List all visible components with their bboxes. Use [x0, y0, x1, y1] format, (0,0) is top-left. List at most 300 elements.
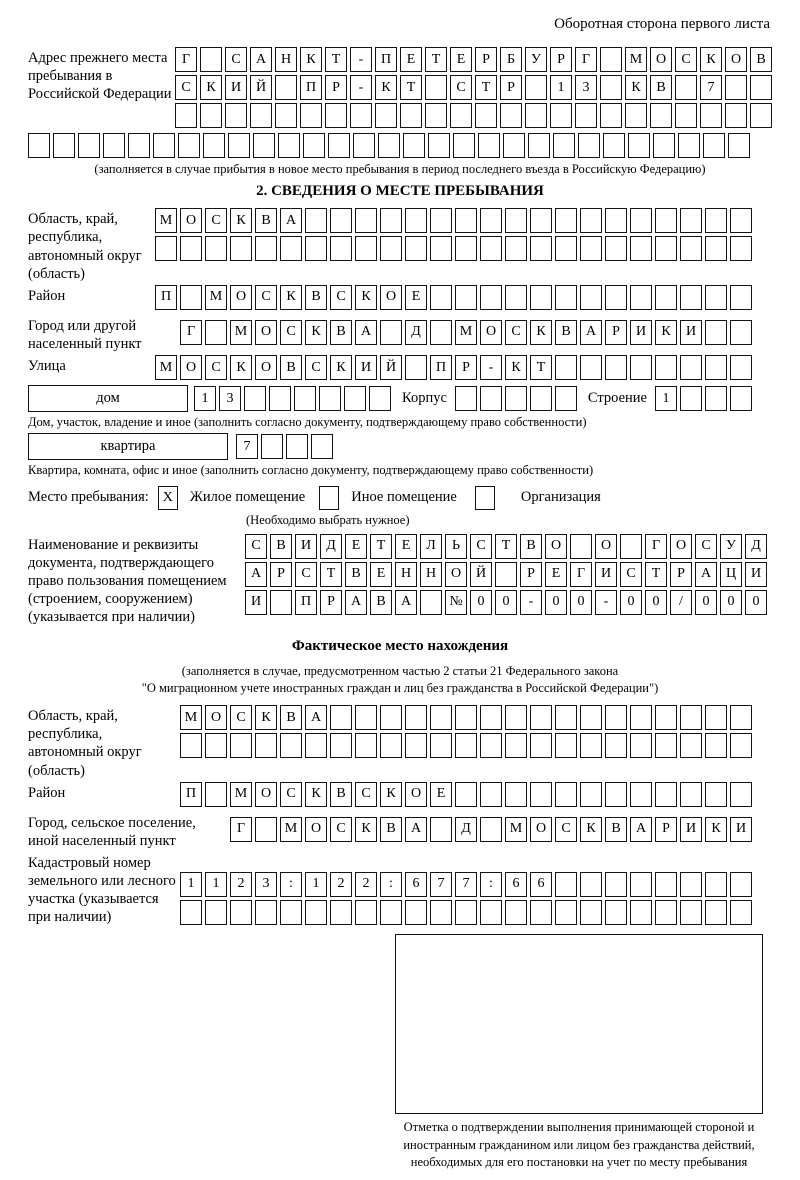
- char-cell: В: [345, 562, 367, 587]
- char-cell: 0: [495, 590, 517, 615]
- char-cell: [175, 103, 197, 128]
- char-row: [155, 285, 755, 310]
- char-cell: В: [380, 817, 402, 842]
- char-cell: [675, 103, 697, 128]
- char-cell: В: [280, 705, 302, 730]
- char-cell: И: [745, 562, 767, 587]
- char-cell: С: [295, 562, 317, 587]
- char-cell: [350, 103, 372, 128]
- oblast-field: [28, 208, 772, 283]
- char-row: [245, 534, 770, 559]
- mesto-caption: (Необходимо выбрать нужное): [246, 512, 410, 527]
- char-cell: [480, 705, 502, 730]
- char-cell: [455, 386, 477, 411]
- char-cell: К: [305, 782, 327, 807]
- char-cell: 1: [205, 872, 227, 897]
- char-cell: [730, 355, 752, 380]
- char-cell: [453, 133, 475, 158]
- char-cell: [228, 133, 250, 158]
- char-cell: -: [480, 355, 502, 380]
- char-cell: [630, 208, 652, 233]
- stroenie-cells: [655, 386, 755, 411]
- char-row: [180, 872, 755, 897]
- char-cell: [555, 705, 577, 730]
- char-cell: О: [530, 817, 552, 842]
- char-cell: [580, 355, 602, 380]
- factual-oblast-rows: [180, 705, 755, 761]
- char-row: [180, 782, 755, 807]
- char-cell: О: [670, 534, 692, 559]
- char-cell: [225, 103, 247, 128]
- char-cell: Е: [545, 562, 567, 587]
- char-cell: [605, 782, 627, 807]
- char-cell: [178, 133, 200, 158]
- char-cell: [275, 75, 297, 100]
- char-cell: [380, 208, 402, 233]
- char-cell: [230, 900, 252, 925]
- char-cell: [700, 103, 722, 128]
- char-cell: [555, 285, 577, 310]
- factual-rayon-label: Район: [28, 784, 66, 801]
- char-cell: [605, 208, 627, 233]
- char-cell: Д: [320, 534, 342, 559]
- char-cell: [478, 133, 500, 158]
- char-cell: [605, 355, 627, 380]
- char-cell: Г: [230, 817, 252, 842]
- stamp-caption: Отметка о подтверждении выполнения принимающей стороной и иностранным гражданином или лицом без гражданства действий, необходимых для его постановки на учет по месту пребывания: [403, 1119, 755, 1170]
- char-cell: [525, 75, 547, 100]
- char-cell: В: [605, 817, 627, 842]
- char-cell: [180, 733, 202, 758]
- gorod-field: [28, 315, 772, 353]
- char-cell: С: [205, 208, 227, 233]
- char-cell: [28, 133, 50, 158]
- char-cell: [530, 705, 552, 730]
- char-cell: 1: [550, 75, 572, 100]
- char-cell: [455, 236, 477, 261]
- char-cell: [475, 103, 497, 128]
- mesto-row: [28, 486, 772, 510]
- char-cell: Д: [455, 817, 477, 842]
- char-cell: [605, 236, 627, 261]
- char-cell: С: [255, 285, 277, 310]
- char-cell: С: [505, 320, 527, 345]
- char-cell: [425, 103, 447, 128]
- ulitsa-label: Улица: [28, 358, 66, 374]
- kadastr-label: Кадастровый номер земельного или лесного участка (указывается при наличии): [28, 854, 176, 926]
- char-cell: В: [330, 782, 352, 807]
- char-cell: [280, 236, 302, 261]
- char-cell: [680, 782, 702, 807]
- char-cell: М: [205, 285, 227, 310]
- char-row: [175, 47, 775, 72]
- char-cell: Р: [475, 47, 497, 72]
- document-field: [28, 534, 772, 627]
- char-cell: 0: [745, 590, 767, 615]
- char-cell: Р: [520, 562, 542, 587]
- char-cell: С: [305, 355, 327, 380]
- char-cell: Р: [550, 47, 572, 72]
- char-cell: [505, 900, 527, 925]
- char-cell: С: [205, 355, 227, 380]
- char-cell: [205, 733, 227, 758]
- char-cell: Г: [175, 47, 197, 72]
- char-cell: [505, 236, 527, 261]
- char-cell: [200, 103, 222, 128]
- char-cell: К: [380, 782, 402, 807]
- char-cell: [630, 782, 652, 807]
- char-cell: [203, 133, 225, 158]
- char-cell: Й: [250, 75, 272, 100]
- char-cell: [625, 103, 647, 128]
- char-cell: 7: [455, 872, 477, 897]
- char-cell: [530, 285, 552, 310]
- char-cell: О: [255, 782, 277, 807]
- char-cell: И: [680, 320, 702, 345]
- char-cell: [200, 47, 222, 72]
- char-cell: [570, 534, 592, 559]
- kvartira-row: [28, 433, 772, 460]
- char-cell: Ь: [445, 534, 467, 559]
- char-cell: [480, 208, 502, 233]
- char-cell: Т: [370, 534, 392, 559]
- char-cell: И: [225, 75, 247, 100]
- char-cell: :: [280, 872, 302, 897]
- char-cell: [205, 900, 227, 925]
- char-cell: А: [580, 320, 602, 345]
- char-cell: Р: [670, 562, 692, 587]
- prev-address-label: Адрес прежнего места пребывания в Российской Федерации: [28, 50, 172, 103]
- char-cell: С: [450, 75, 472, 100]
- char-cell: [600, 103, 622, 128]
- char-cell: [505, 705, 527, 730]
- char-cell: К: [300, 47, 322, 72]
- document-label: Наименование и реквизиты документа, подтверждающего право пользования помещением (строением, сооружением) (указывается при наличии): [28, 536, 227, 626]
- char-cell: О: [255, 355, 277, 380]
- char-cell: [280, 733, 302, 758]
- korpus-label: Корпус: [402, 390, 447, 406]
- char-cell: В: [270, 534, 292, 559]
- char-cell: С: [620, 562, 642, 587]
- char-cell: Й: [470, 562, 492, 587]
- char-cell: К: [330, 355, 352, 380]
- char-cell: [580, 782, 602, 807]
- char-cell: [500, 103, 522, 128]
- char-cell: [430, 900, 452, 925]
- char-cell: 0: [620, 590, 642, 615]
- char-cell: Р: [325, 75, 347, 100]
- char-cell: Г: [645, 534, 667, 559]
- char-cell: В: [555, 320, 577, 345]
- char-cell: [180, 900, 202, 925]
- char-cell: [305, 208, 327, 233]
- char-cell: [244, 386, 266, 411]
- char-cell: 2: [230, 872, 252, 897]
- char-cell: Д: [745, 534, 767, 559]
- char-cell: Р: [655, 817, 677, 842]
- char-cell: О: [595, 534, 617, 559]
- char-cell: [725, 75, 747, 100]
- char-cell: [405, 733, 427, 758]
- char-cell: О: [445, 562, 467, 587]
- char-cell: Т: [400, 75, 422, 100]
- char-cell: [403, 133, 425, 158]
- stroenie-label: Строение: [587, 390, 647, 406]
- char-cell: [230, 236, 252, 261]
- char-cell: П: [155, 285, 177, 310]
- char-cell: [430, 817, 452, 842]
- char-cell: В: [650, 75, 672, 100]
- char-cell: [455, 208, 477, 233]
- char-cell: [255, 817, 277, 842]
- char-cell: [580, 900, 602, 925]
- char-cell: К: [255, 705, 277, 730]
- char-cell: Т: [320, 562, 342, 587]
- char-cell: [580, 236, 602, 261]
- char-cell: [380, 320, 402, 345]
- char-cell: [680, 733, 702, 758]
- char-cell: Г: [575, 47, 597, 72]
- char-cell: [319, 386, 341, 411]
- char-cell: [269, 386, 291, 411]
- factual-oblast-label: Область, край, республика, автономный округ (область): [28, 708, 142, 779]
- char-cell: [730, 782, 752, 807]
- char-cell: [355, 705, 377, 730]
- char-cell: А: [405, 817, 427, 842]
- char-cell: К: [200, 75, 222, 100]
- char-cell: Ц: [720, 562, 742, 587]
- char-cell: К: [355, 285, 377, 310]
- char-cell: В: [280, 355, 302, 380]
- char-cell: 7: [700, 75, 722, 100]
- char-cell: [255, 900, 277, 925]
- char-cell: В: [370, 590, 392, 615]
- char-cell: [655, 705, 677, 730]
- char-cell: М: [625, 47, 647, 72]
- char-cell: [550, 103, 572, 128]
- char-cell: [705, 900, 727, 925]
- char-cell: [480, 285, 502, 310]
- char-cell: [455, 285, 477, 310]
- char-cell: О: [405, 782, 427, 807]
- factual-gorod-field: [28, 812, 772, 850]
- char-cell: [428, 133, 450, 158]
- char-cell: И: [680, 817, 702, 842]
- char-cell: М: [155, 355, 177, 380]
- char-cell: [555, 900, 577, 925]
- char-cell: [480, 386, 502, 411]
- section-2-title: 2. СВЕДЕНИЯ О МЕСТЕ ПРЕБЫВАНИЯ: [256, 183, 544, 200]
- char-cell: [280, 900, 302, 925]
- char-cell: [628, 133, 650, 158]
- char-cell: [275, 103, 297, 128]
- char-cell: [705, 872, 727, 897]
- char-cell: А: [355, 320, 377, 345]
- char-cell: [653, 133, 675, 158]
- char-cell: Е: [450, 47, 472, 72]
- char-cell: [78, 133, 100, 158]
- factual-caption-line1: (заполняется в случае, предусмотренном частью 2 статьи 21 Федерального закона: [181, 664, 619, 679]
- char-cell: [530, 208, 552, 233]
- char-cell: К: [700, 47, 722, 72]
- char-cell: [555, 872, 577, 897]
- char-cell: [305, 733, 327, 758]
- char-cell: [630, 900, 652, 925]
- char-cell: [555, 386, 577, 411]
- char-cell: [503, 133, 525, 158]
- char-cell: [578, 133, 600, 158]
- char-row: [245, 562, 770, 587]
- char-cell: 3: [575, 75, 597, 100]
- stamp-box: [395, 934, 763, 1114]
- char-cell: К: [530, 320, 552, 345]
- char-cell: Т: [495, 534, 517, 559]
- char-cell: [355, 733, 377, 758]
- char-cell: К: [655, 320, 677, 345]
- char-cell: [555, 208, 577, 233]
- char-cell: А: [250, 47, 272, 72]
- char-cell: Н: [395, 562, 417, 587]
- char-cell: [369, 386, 391, 411]
- char-cell: Т: [425, 47, 447, 72]
- char-cell: [705, 208, 727, 233]
- dom-cells: [194, 386, 394, 411]
- char-cell: А: [395, 590, 417, 615]
- factual-caption-line2: "О миграционном учете иностранных граждан и лиц без гражданства в Российской Федерации"): [141, 681, 659, 696]
- char-cell: [270, 590, 292, 615]
- char-cell: [255, 236, 277, 261]
- char-cell: А: [245, 562, 267, 587]
- char-cell: [455, 733, 477, 758]
- char-cell: И: [355, 355, 377, 380]
- char-cell: С: [470, 534, 492, 559]
- char-cell: [430, 705, 452, 730]
- char-cell: С: [230, 705, 252, 730]
- char-cell: [575, 103, 597, 128]
- char-cell: [405, 900, 427, 925]
- rayon-label: Район: [28, 287, 66, 304]
- char-cell: М: [230, 782, 252, 807]
- char-cell: М: [280, 817, 302, 842]
- char-cell: [680, 285, 702, 310]
- char-cell: В: [255, 208, 277, 233]
- char-cell: О: [180, 208, 202, 233]
- char-cell: [430, 733, 452, 758]
- factual-title: Фактическое место нахождения: [291, 638, 509, 655]
- char-cell: [655, 236, 677, 261]
- factual-gorod-label: Город, сельское поселение, иной населенный пункт: [28, 814, 196, 849]
- char-cell: [380, 705, 402, 730]
- char-cell: 0: [570, 590, 592, 615]
- char-cell: 0: [695, 590, 717, 615]
- page-side-note: Оборотная сторона первого листа: [554, 16, 770, 32]
- char-cell: С: [225, 47, 247, 72]
- char-cell: 0: [645, 590, 667, 615]
- char-cell: [205, 320, 227, 345]
- char-cell: [705, 236, 727, 261]
- char-cell: [605, 705, 627, 730]
- char-cell: [430, 208, 452, 233]
- char-cell: [355, 236, 377, 261]
- char-cell: :: [380, 872, 402, 897]
- char-cell: Й: [380, 355, 402, 380]
- char-cell: [605, 900, 627, 925]
- option-label-organizatsiya: Организация: [520, 489, 601, 505]
- prev-address-caption: (заполняется в случае прибытия в новое место пребывания в период последнего въезда в Российскую Федерацию): [94, 162, 706, 176]
- char-row: [155, 208, 755, 233]
- char-cell: 7: [236, 434, 258, 459]
- char-cell: И: [630, 320, 652, 345]
- char-cell: [730, 285, 752, 310]
- char-cell: [261, 434, 283, 459]
- char-cell: [425, 75, 447, 100]
- char-cell: [430, 320, 452, 345]
- char-cell: [675, 75, 697, 100]
- char-cell: [375, 103, 397, 128]
- char-cell: [605, 285, 627, 310]
- char-cell: -: [595, 590, 617, 615]
- char-cell: Р: [320, 590, 342, 615]
- char-cell: С: [695, 534, 717, 559]
- char-cell: 6: [530, 872, 552, 897]
- char-cell: [330, 900, 352, 925]
- char-cell: В: [305, 285, 327, 310]
- char-cell: 2: [330, 872, 352, 897]
- char-cell: [530, 733, 552, 758]
- char-cell: К: [505, 355, 527, 380]
- char-cell: [450, 103, 472, 128]
- char-cell: [605, 872, 627, 897]
- char-cell: Т: [530, 355, 552, 380]
- char-cell: [680, 872, 702, 897]
- char-cell: К: [305, 320, 327, 345]
- char-cell: [103, 133, 125, 158]
- char-cell: П: [430, 355, 452, 380]
- char-cell: [750, 103, 772, 128]
- kadastr-field: [28, 852, 772, 928]
- char-cell: [505, 782, 527, 807]
- char-cell: [255, 733, 277, 758]
- char-row: [180, 705, 755, 730]
- mesto-label: Место пребывания:: [28, 489, 149, 505]
- oblast-label: Область, край, республика, автономный округ (область): [28, 211, 142, 282]
- char-cell: [605, 733, 627, 758]
- char-cell: [730, 900, 752, 925]
- char-cell: С: [355, 782, 377, 807]
- char-cell: И: [295, 534, 317, 559]
- char-cell: -: [520, 590, 542, 615]
- char-cell: [630, 872, 652, 897]
- char-cell: Р: [500, 75, 522, 100]
- char-cell: [230, 733, 252, 758]
- char-cell: [480, 817, 502, 842]
- char-cell: 2: [355, 872, 377, 897]
- char-cell: [353, 133, 375, 158]
- char-cell: [205, 236, 227, 261]
- char-cell: А: [630, 817, 652, 842]
- char-cell: [655, 355, 677, 380]
- char-cell: [655, 733, 677, 758]
- char-cell: М: [505, 817, 527, 842]
- char-cell: А: [305, 705, 327, 730]
- char-cell: [495, 562, 517, 587]
- char-cell: У: [525, 47, 547, 72]
- char-cell: О: [380, 285, 402, 310]
- char-cell: [703, 133, 725, 158]
- char-cell: [153, 133, 175, 158]
- kvartira-caption: Квартира, комната, офис и иное (заполнить согласно документу, подтверждающему право собственности): [28, 463, 594, 478]
- factual-rayon-field: [28, 782, 772, 810]
